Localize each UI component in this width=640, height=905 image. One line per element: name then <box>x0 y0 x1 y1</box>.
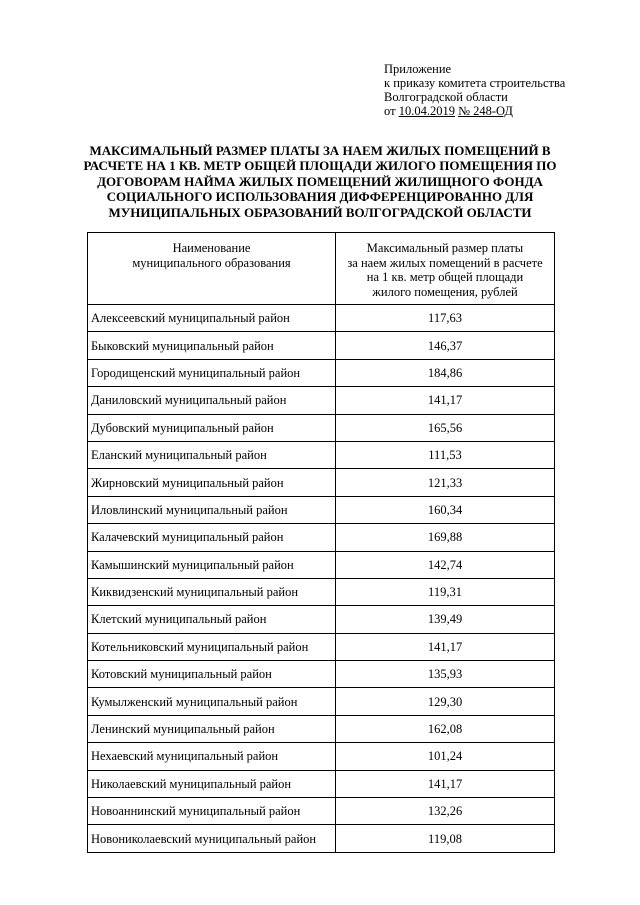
fee-value-cell: 119,31 <box>336 578 555 605</box>
table-row <box>88 496 555 523</box>
appendix-line: Волгоградской области <box>384 90 508 104</box>
municipality-name-cell: Жирновский муниципальный район <box>88 469 336 496</box>
appendix-prefix: от <box>384 104 396 118</box>
table-row <box>88 661 555 688</box>
table-row <box>88 441 555 468</box>
fee-value-cell: 111,53 <box>336 441 555 468</box>
fee-value-cell: 142,74 <box>336 551 555 578</box>
fee-value-cell: 165,56 <box>336 414 555 441</box>
fee-value-cell: 184,86 <box>336 359 555 386</box>
municipality-name-cell: Иловлинский муниципальный район <box>88 496 336 523</box>
fee-value-cell: 129,30 <box>336 688 555 715</box>
table-row <box>88 825 555 852</box>
municipality-name-cell: Котельниковский муниципальный район <box>88 633 336 660</box>
order-date: 10.04.2019 <box>398 104 455 118</box>
appendix-block <box>384 62 565 118</box>
rates-table <box>87 232 555 853</box>
appendix-line: к приказу комитета строительства <box>384 76 566 90</box>
fee-value-cell: 141,17 <box>336 387 555 414</box>
fee-value-cell: 162,08 <box>336 715 555 742</box>
appendix-order-line <box>384 104 565 118</box>
header-municipality: Наименование муниципального образования <box>88 233 336 305</box>
table-row <box>88 633 555 660</box>
fee-value-cell: 121,33 <box>336 469 555 496</box>
title-line: МУНИЦИПАЛЬНЫХ ОБРАЗОВАНИЙ ВОЛГОГРАДСКОЙ ОБЛАСТИ <box>108 204 532 220</box>
fee-value-cell: 119,08 <box>336 825 555 852</box>
table-row <box>88 551 555 578</box>
municipality-name-cell: Киквидзенский муниципальный район <box>88 578 336 605</box>
document-title <box>70 143 570 220</box>
municipality-name-cell: Новониколаевский муниципальный район <box>88 825 336 852</box>
table-header-row <box>88 233 555 305</box>
municipality-name-cell: Еланский муниципальный район <box>88 441 336 468</box>
fee-value-cell: 117,63 <box>336 305 555 332</box>
table-row <box>88 770 555 797</box>
fee-value-cell: 141,17 <box>336 770 555 797</box>
table-row <box>88 414 555 441</box>
appendix-line: Приложение <box>384 62 452 76</box>
header-max-fee: Максимальный размер платы за наем жилых помещений в расчете на 1 кв. метр общей площади жилого помещения, рублей <box>336 233 555 305</box>
fee-value-cell: 160,34 <box>336 496 555 523</box>
fee-value-cell: 146,37 <box>336 332 555 359</box>
fee-value-cell: 101,24 <box>336 743 555 770</box>
municipality-name-cell: Даниловский муниципальный район <box>88 387 336 414</box>
table-row <box>88 387 555 414</box>
title-line: СОЦИАЛЬНОГО ИСПОЛЬЗОВАНИЯ ДИФФЕРЕНЦИРОВАННО ДЛЯ <box>106 189 534 205</box>
municipality-name-cell: Клетский муниципальный район <box>88 606 336 633</box>
title-line: РАСЧЕТЕ НА 1 КВ. МЕТР ОБЩЕЙ ПЛОЩАДИ ЖИЛОГО ПОМЕЩЕНИЯ ПО <box>83 158 557 174</box>
table-row <box>88 469 555 496</box>
table-row <box>88 743 555 770</box>
municipality-name-cell: Кумылженский муниципальный район <box>88 688 336 715</box>
title-line: ДОГОВОРАМ НАЙМА ЖИЛЫХ ПОМЕЩЕНИЙ ЖИЛИЩНОГО ФОНДА <box>97 173 543 189</box>
table-row <box>88 359 555 386</box>
table-row <box>88 798 555 825</box>
table-row <box>88 578 555 605</box>
table-row <box>88 305 555 332</box>
table-row <box>88 715 555 742</box>
municipality-name-cell: Ленинский муниципальный район <box>88 715 336 742</box>
municipality-name-cell: Николаевский муниципальный район <box>88 770 336 797</box>
municipality-name-cell: Новоаннинский муниципальный район <box>88 798 336 825</box>
fee-value-cell: 169,88 <box>336 524 555 551</box>
table-row <box>88 332 555 359</box>
fee-value-cell: 141,17 <box>336 633 555 660</box>
municipality-name-cell: Котовский муниципальный район <box>88 661 336 688</box>
table-row <box>88 688 555 715</box>
municipality-name-cell: Алексеевский муниципальный район <box>88 305 336 332</box>
municipality-name-cell: Камышинский муниципальный район <box>88 551 336 578</box>
fee-value-cell: 135,93 <box>336 661 555 688</box>
municipality-name-cell: Городищенский муниципальный район <box>88 359 336 386</box>
title-line: МАКСИМАЛЬНЫЙ РАЗМЕР ПЛАТЫ ЗА НАЕМ ЖИЛЫХ ПОМЕЩЕНИЙ В <box>89 143 551 158</box>
municipality-name-cell: Калачевский муниципальный район <box>88 524 336 551</box>
table-row <box>88 606 555 633</box>
fee-value-cell: 139,49 <box>336 606 555 633</box>
order-number: № 248-ОД <box>458 104 513 118</box>
municipality-name-cell: Быковский муниципальный район <box>88 332 336 359</box>
municipality-name-cell: Нехаевский муниципальный район <box>88 743 336 770</box>
municipality-name-cell: Дубовский муниципальный район <box>88 414 336 441</box>
fee-value-cell: 132,26 <box>336 798 555 825</box>
table-row <box>88 524 555 551</box>
